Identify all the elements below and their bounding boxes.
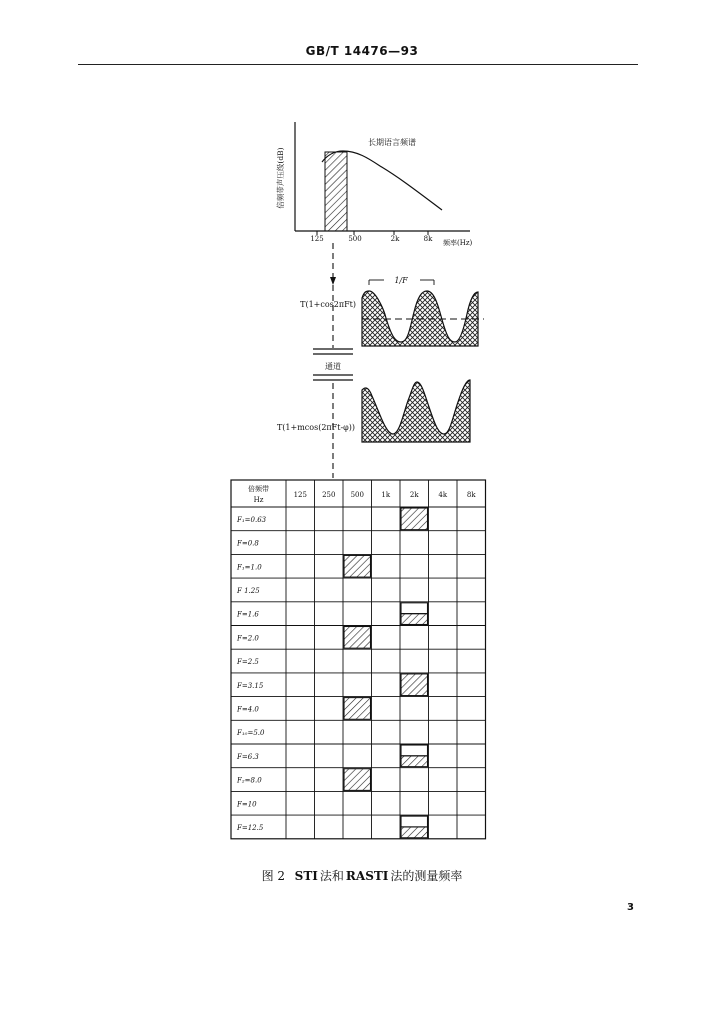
caption-figure-number: 图 2 xyxy=(261,869,286,883)
period-label: 1/F xyxy=(394,276,408,285)
table-marked-cell xyxy=(401,827,428,838)
table-row-label: F₂=8.0 xyxy=(237,776,262,785)
channel-label: 通道 xyxy=(325,362,341,371)
output-expression: T(1+mcos(2πFt-φ)) xyxy=(276,423,355,432)
table-corner-unit: Hz xyxy=(253,496,264,504)
spectrum-x-axis-label: 频率(Hz) xyxy=(443,239,473,247)
table-column-header: 500 xyxy=(350,491,364,499)
spectrum-tick-label: 125 xyxy=(310,235,324,243)
selected-band-hatch xyxy=(325,152,347,231)
standard-code-header: GB/T 14476—93 xyxy=(305,44,419,58)
table-row-label: F=1.6 xyxy=(237,610,259,619)
spectrum-curve-label: 长期语言频谱 xyxy=(368,138,416,147)
speech-spectrum-plot xyxy=(275,122,473,247)
table-marked-cell xyxy=(344,555,371,577)
table-marked-cell-upper xyxy=(401,816,428,827)
spectrum-tick-label: 500 xyxy=(348,235,362,243)
table-row-label: F=6.3 xyxy=(237,752,259,761)
table-row-label: F=2.5 xyxy=(237,658,259,667)
table-row-label: F₁₀=5.0 xyxy=(237,729,265,738)
input-expression: T(1+cos2πFt) xyxy=(300,300,356,309)
table-marked-cell xyxy=(344,698,371,720)
table-column-header: 8k xyxy=(466,491,476,499)
caption-text-rest: 法的测量频率 xyxy=(390,869,463,883)
spectrum-y-axis-label: 倍频带声压级(dB) xyxy=(276,147,285,209)
table-marked-cell xyxy=(401,674,428,696)
page-number: 3 xyxy=(627,902,634,913)
table-column-header: 125 xyxy=(293,491,307,499)
table-marked-cell xyxy=(344,769,371,791)
signal-path xyxy=(330,243,336,478)
table-marked-cell xyxy=(401,508,428,530)
table-row-label: F=3.15 xyxy=(237,681,264,690)
table-row-label: F=2.0 xyxy=(237,634,259,643)
table-row-label: F₁=1.0 xyxy=(237,563,262,572)
caption-code-rasti: RASTI xyxy=(345,869,389,883)
figure-caption xyxy=(0,867,724,884)
table-row-label: F₁=0.63 xyxy=(237,515,267,524)
frequency-table xyxy=(231,480,486,839)
table-column-header: 250 xyxy=(322,491,336,499)
channel-block xyxy=(313,349,353,380)
table-marked-cell-upper xyxy=(401,603,428,614)
table-marked-cell-upper xyxy=(401,745,428,756)
modulated-output-signal xyxy=(277,380,470,442)
table-column-header: 4k xyxy=(438,491,448,499)
output-waveform xyxy=(362,380,470,442)
arrow-down-icon xyxy=(330,277,336,285)
modulated-input-signal xyxy=(300,276,484,346)
table-row-label: F 1.25 xyxy=(237,586,260,595)
table-marked-cell xyxy=(344,627,371,649)
caption-text-and: 法和 xyxy=(319,869,344,883)
table-corner-label: 倍频带 xyxy=(248,485,269,493)
spectrum-tick-label: 8k xyxy=(423,235,433,243)
table-marked-cell xyxy=(401,614,428,625)
table-row-label: F=10 xyxy=(237,800,257,809)
table-row-label: F=4.0 xyxy=(237,705,259,714)
spectrum-tick-label: 2k xyxy=(390,235,400,243)
caption-code-sti: STI xyxy=(294,869,318,883)
table-marked-cell xyxy=(401,756,428,767)
table-row-label: F=0.8 xyxy=(237,539,259,548)
table-column-header: 1k xyxy=(381,491,391,499)
table-column-header: 2k xyxy=(409,491,419,499)
table-row-label: F=12.5 xyxy=(237,823,264,832)
